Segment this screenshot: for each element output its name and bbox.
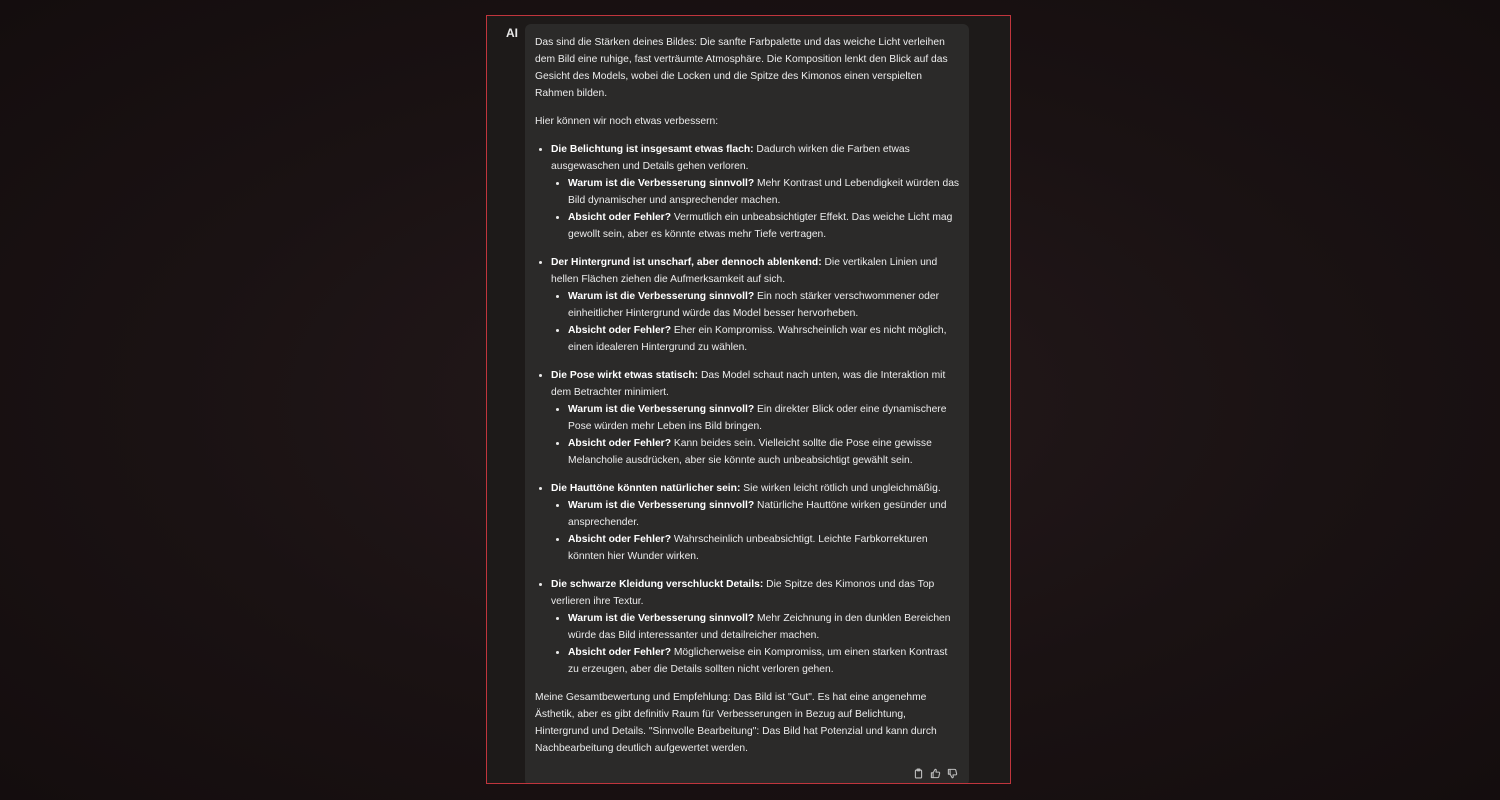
sub-list: [551, 610, 960, 678]
thumbs-down-icon: [947, 768, 958, 779]
point-text: Das Model schaut nach unten, was die Interaktion mit dem Betrachter minimiert.: [551, 370, 946, 398]
sub-label: Warum ist die Verbesserung sinnvoll?: [568, 178, 755, 189]
sub-text: Natürliche Hauttöne wirken gesünder und ansprechender.: [568, 500, 947, 528]
sub-list: [551, 401, 960, 469]
point-title: Die Pose wirkt etwas statisch:: [551, 370, 699, 381]
ai-avatar: AI: [506, 26, 518, 40]
sub-label: Absicht oder Fehler?: [568, 647, 671, 658]
sub-text: Ein direkter Blick oder eine dynamischere Pose würden mehr Leben ins Bild bringen.: [568, 404, 947, 432]
ai-message-bubble: [525, 24, 969, 784]
improvement-item: [551, 367, 960, 469]
sub-label: Warum ist die Verbesserung sinnvoll?: [568, 500, 755, 511]
sub-label: Absicht oder Fehler?: [568, 325, 671, 336]
improvement-item: [551, 576, 960, 678]
improvement-item: [551, 480, 960, 565]
sub-item: [568, 288, 960, 322]
point-text: Dadurch wirken die Farben etwas ausgewaschen und Details gehen verloren.: [551, 144, 910, 172]
sub-text: Ein noch stärker verschwommener oder einheitlicher Hintergrund würde das Model besser hervorheben.: [568, 291, 940, 319]
copy-button[interactable]: [912, 767, 925, 780]
intro-paragraph: Das sind die Stärken deines Bildes: Die sanfte Farbpalette und das weiche Licht verleihen dem Bild eine ruhige, fast verträumte Atmosphäre. Die Komposition lenkt den Blick auf das Gesicht des Models, wobei die Locken und die Spitze des Kimonos einen verspielten Rahmen bilden.: [535, 37, 948, 99]
sub-label: Absicht oder Fehler?: [568, 438, 671, 449]
sub-item: [568, 435, 960, 469]
sub-text: Vermutlich ein unbeabsichtigter Effekt. Das weiche Licht mag gewollt sein, aber es könnte etwas mehr Tiefe vertragen.: [568, 212, 953, 240]
point-text: Die vertikalen Linien und hellen Flächen ziehen die Aufmerksamkeit auf sich.: [551, 257, 938, 285]
sub-text: Möglicherweise ein Kompromiss, um einen starken Kontrast zu erzeugen, aber die Details sollten nicht verloren gehen.: [568, 647, 948, 675]
improvement-list: [535, 141, 960, 678]
point-text: Die Spitze des Kimonos und das Top verlieren ihre Textur.: [551, 579, 935, 607]
sub-text: Mehr Zeichnung in den dunklen Bereichen würde das Bild interessanter und detailreicher machen.: [568, 613, 951, 641]
improve-heading: Hier können wir noch etwas verbessern:: [535, 116, 719, 127]
sub-text: Wahrscheinlich unbeabsichtigt. Leichte Farbkorrekturen könnten hier Wunder wirken.: [568, 534, 928, 562]
sub-label: Warum ist die Verbesserung sinnvoll?: [568, 291, 755, 302]
point-title: Die schwarze Kleidung verschluckt Details:: [551, 579, 764, 590]
message-actions: [912, 767, 959, 780]
conclusion-paragraph: Meine Gesamtbewertung und Empfehlung: Das Bild ist "Gut". Es hat eine angenehme Ästhetik, aber es gibt definitiv Raum für Verbesserungen in Bezug auf Belichtung, Hintergrund und Details. "Sinnvolle Bearbeitung": Das Bild hat Potenzial und kann durch Nachbearbeitung deutlich aufgewertet werden.: [535, 692, 937, 754]
sub-item: [568, 322, 960, 356]
sub-item: [568, 531, 960, 565]
thumbs-up-icon: [930, 768, 941, 779]
sub-item: [568, 644, 960, 678]
sub-item: [568, 610, 960, 644]
sub-text: Eher ein Kompromiss. Wahrscheinlich war es nicht möglich, einen idealeren Hintergrund zu wählen.: [568, 325, 947, 353]
improvement-item: [551, 254, 960, 356]
like-button[interactable]: [929, 767, 942, 780]
sub-label: Absicht oder Fehler?: [568, 534, 671, 545]
sub-text: Mehr Kontrast und Lebendigkeit würden das Bild dynamischer und ansprechender machen.: [568, 178, 960, 206]
sub-list: [551, 497, 960, 565]
clipboard-icon: [913, 768, 924, 779]
sub-list: [551, 288, 960, 356]
point-title: Die Belichtung ist insgesamt etwas flach:: [551, 144, 754, 155]
point-text: Sie wirken leicht rötlich und ungleichmäßig.: [740, 483, 941, 494]
point-title: Die Hauttöne könnten natürlicher sein:: [551, 483, 741, 494]
sub-label: Warum ist die Verbesserung sinnvoll?: [568, 613, 755, 624]
dislike-button[interactable]: [946, 767, 959, 780]
sub-item: [568, 209, 960, 243]
sub-text: Kann beides sein. Vielleicht sollte die Pose eine gewisse Melancholie ausdrücken, aber sie könnte auch unbeabsichtigt gewählt sein.: [568, 438, 932, 466]
point-title: Der Hintergrund ist unscharf, aber dennoch ablenkend:: [551, 257, 822, 268]
sub-list: [551, 175, 960, 243]
sub-item: [568, 497, 960, 531]
sub-label: Warum ist die Verbesserung sinnvoll?: [568, 404, 755, 415]
sub-label: Absicht oder Fehler?: [568, 212, 671, 223]
sub-item: [568, 175, 960, 209]
improvement-item: [551, 141, 960, 243]
sub-item: [568, 401, 960, 435]
chat-frame: [486, 15, 1011, 784]
